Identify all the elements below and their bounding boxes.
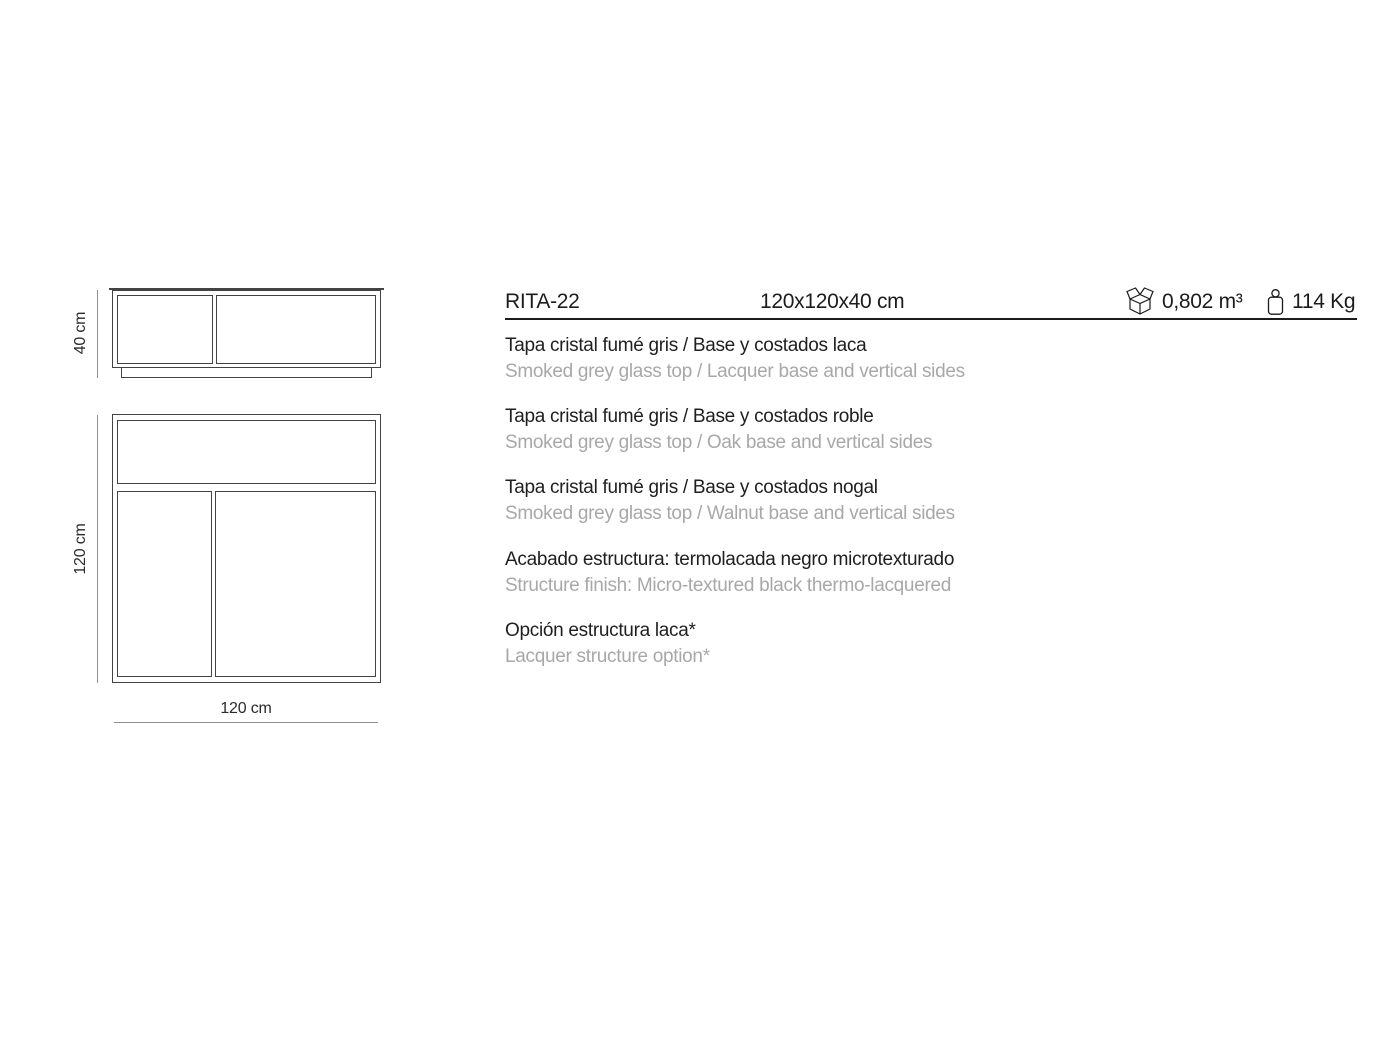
spec-lacquer-option [505,618,710,670]
spec-finish-walnut [505,475,955,527]
spec-text-en: Smoked grey glass top / Lacquer base and vertical sides [505,361,965,382]
side-view-plinth [121,367,372,378]
spec-text-es: Opción estructura laca* [505,620,696,641]
product-size: 120x120x40 cm [760,290,905,313]
spec-text-es: Acabado estructura: termolacada negro microtexturado [505,549,955,570]
spec-text-en: Structure finish: Micro-textured black thermo-lacquered [505,575,952,596]
weight-icon [1266,288,1285,316]
front-view-width-dimension-line [114,722,378,723]
header-divider [505,318,1357,320]
spec-text-en: Smoked grey glass top / Oak base and vertical sides [505,432,933,453]
product-name: RITA-22 [505,290,580,313]
front-view-left-door-panel [117,491,212,677]
product-volume: 0,802 m³ [1162,290,1243,313]
spec-text-en: Lacquer structure option* [505,646,710,667]
product-weight: 114 Kg [1292,290,1356,313]
side-view-right-door-panel [216,295,376,364]
spec-finish-lacquer [505,333,965,385]
front-view-height-dimension-line [97,415,98,683]
spec-text-es: Tapa cristal fumé gris / Base y costados nogal [505,477,878,498]
spec-structure-finish [505,547,954,599]
front-view-top-drawer-panel [117,420,376,484]
front-view-width-label: 120 cm [220,700,272,717]
spec-text-en: Smoked grey glass top / Walnut base and vertical sides [505,503,955,524]
spec-text-es: Tapa cristal fumé gris / Base y costados laca [505,335,867,356]
spec-text-es: Tapa cristal fumé gris / Base y costados roble [505,406,874,427]
front-view-height-label: 120 cm [72,523,89,575]
front-view-right-door-panel [215,491,376,677]
side-view-left-door-panel [117,295,213,364]
open-box-icon [1126,286,1154,316]
side-view-height-dimension-line [97,290,98,378]
spec-finish-oak [505,404,932,456]
side-view-height-label: 40 cm [72,311,89,355]
